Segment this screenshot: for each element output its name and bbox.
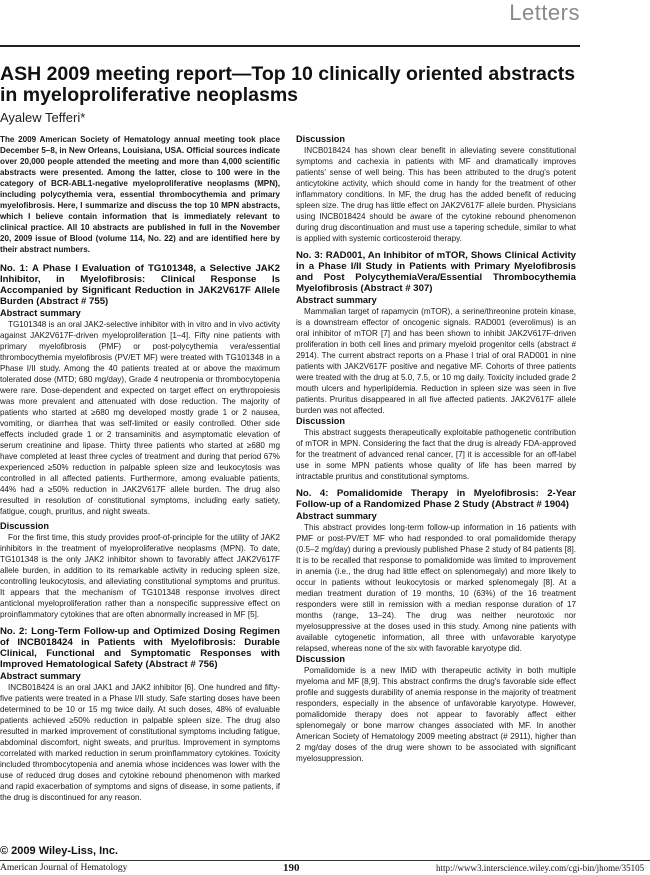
- section-4-discussion: Pomalidomide is a new IMiD with therapeutic activity in both multiple myeloma and MF [8,9]. This abstract confirms the drug's favorable side effect profile and suggests durability of anemia response in the majority of treatment responders, especially in the absence of unfavorable karyotype. However, pomalidomide therapy does not appear to favorably affect either splenomegaly or bone marrow changes associated with MF. In another American Society of Hematology 2009 meeting abstract (# 2911), higher than 2 mg/day doses of the drug were shown to be associated with significant myelosuppression.: [296, 666, 576, 763]
- section-3-summary: Mammalian target of rapamycin (mTOR), a serine/threonine protein kinase, is a downstream effector of oncogenic signals. RAD001 (everolimus) is an oral inhibitor of mTOR [7] and has been shown to inhibit JAK2V617F-driven proliferation in both cell lines and primary myeloid progenitor cells (abstract # 2914). The current abstract reports on a Phase I trial of oral RAD001 in nine patients with JAK2V617F positive and negative MF. Cohorts of three patients were treated with the drug at 5.0, 7.5, or 10 mg daily. Toxicity included grade 2 mouth ulcers and hyperlipidemia. Reduction in spleen size was seen in five patients. Pruritus disappeared in all five affected patients. JAK2V617F allele burden was not affected.: [296, 307, 576, 415]
- intro-paragraph: The 2009 American Society of Hematology annual meeting took place December 5–8, in New Orleans, Louisiana, USA. Official sources indicate over 20,000 people attended the meeting and more than 4,000 scientific abstracts were presented. Among the latter, close to 100 were in the category of BCR-ABL1-negative myeloproliferative neoplasms (MPN), including polycythemia vera, essential thrombocythemia and primary myelofibrosis. Here, I summarize and discuss the top 10 MPN abstracts, which I believe contain information that is immediately relevant to clinical practice. All 10 abstracts are published in full in the November 20, 2009 issue of Blood (volume 114, No. 22) and are identified here by their abstract numbers.: [0, 135, 280, 254]
- journal-url[interactable]: http://www3.interscience.wiley.com/cgi-bin/jhome/35105: [436, 863, 645, 873]
- section-1-discussion: For the first time, this study provides proof-of-principle for the utility of JAK2 inhibitors in the treatment of myeloproliferative neoplasms (MPN). To date, TG101348 is the only JAK2 inhibitor shown to favorably affect JAK2V617F allele burden, in addition to its remarkable activity in reducing spleen size, controlling leukocytosis, and alleviating constitutional symptoms and pruritus. It appears that the mechanism of TG101348 response involves direct anticlonal myeloproliferation rather than a nonspecific suppressive effect on proinflammatory cytokines that are often abnormally increased in MF [5].: [0, 533, 280, 619]
- section-4-summary-heading: Abstract summary: [296, 511, 377, 521]
- right-column: [296, 134, 576, 764]
- section-4-summary: This abstract provides long-term follow-up information in 16 patients with PMF or post-PV/ET MF who had responded to oral pomalidomide therapy (0.5–2 mg/day) during a previously published Phase 2 study of 84 patients [8]. It is to be recalled that response to pomalidomide was limited to improvement in anemia (i.e., the drug had little effect on splenomegaly) and more likely to occur in patients without leukocytosis or marked splenomegaly [8]. At a median treatment duration of 19 months, 10 (63%) of the 16 treatment responders were still in remission with a median response duration of 17 months (range, 13–24). The drug was neither neurotoxic nor myelosuppressive at the doses used in this study. Among nine patients with available cytogenetic information, all three with unfavorable karyotype relapsed, whereas none of the six with favorable karyotype did.: [296, 523, 576, 653]
- section-2-summary-heading: Abstract summary: [0, 671, 81, 681]
- section-2-summary: INCB018424 is an oral JAK1 and JAK2 inhibitor [6]. One hundred and fifty-five patients were treated in a Phase I/II study. Safe starting doses have been determined to be 10 or 15 mg twice daily. At such doses, 48% of evaluable patients achieved ≥50% reduction in palpable spleen size. The drug also resulted in marked improvement of constitutional symptoms including fatigue, abdominal discomfort, night sweats, and pruritus. Improvement in symptoms correlated with marked reduction in serum proinflammatory cytokines. Toxicity included thrombocytopenia and anemia whose incidences was lower with the use of reduced drug doses and cytokine rebound phenomenon with marked and rapid exacerbation of symptoms and signs of disease, in some patients, if the drug is discontinued for any reason.: [0, 683, 280, 802]
- page-number: 190: [283, 862, 300, 874]
- top-rule: [0, 45, 580, 47]
- section-1-summary-heading: Abstract summary: [0, 308, 81, 318]
- section-4-discussion-heading: Discussion: [296, 654, 346, 664]
- section-2-discussion-heading: Discussion: [296, 134, 346, 144]
- section-1-summary: TG101348 is an oral JAK2-selective inhibitor with in vitro and in vivo activity against JAK2V617F-driven myeloproliferation [1–4]. Fifty nine patients with primary myelofibrosis (PMF) or post-polycythemia vera/essential thrombocythemia myelofibrosis (PV/ET MF) were treated with TG101348 in a Phase I/II study. Among the 40 patients treated at or above the maximum tolerated dose (MTD; 680 mg/day), Grade 4 neutropenia or thrombocytopenia were rare. Dose-dependent and expected on target effect on erythropoiesis was more prevalent and attenuated with dose reduction. The majority of patients who started at ≥680 mg developed mostly grade 1 or 2 nausea, vomiting, or diarrhea that was self-limited or easily controlled. Other side effects included grade 1 or 2 transaminitis and asymptomatic elevation of serum creatinine and lipase. Thirty three patients who started at ≥680 mg have completed at least three cycles of treatment and during that period 67% experienced ≥50% reduction in palpable spleen size and leukocytosis was controlled in all affected patients. Furthermore, among evaluable patients, 44% had a ≥50% reduction in JAK2V617F allele burden. The drug also resulted in resolution of constitutional symptoms, including early satiety, fatigue, cough, pruritus, and night sweats.: [0, 320, 280, 516]
- section-label: Letters: [509, 0, 580, 25]
- section-1-discussion-heading: Discussion: [0, 521, 50, 531]
- copyright: © 2009 Wiley-Liss, Inc.: [0, 845, 119, 857]
- section-2-title: No. 2: Long-Term Follow-up and Optimized Dosing Regimen of INCB018424 in Patients with Myelofibrosis: Durable Clinical, Functional and Symptomatic Responses with Improved Hematological Safety (Abstract # 756): [0, 626, 280, 670]
- section-2-discussion: INCB018424 has shown clear benefit in alleviating severe constitutional symptoms and cachexia in patients with MF and dramatically improves patients' sense of well being. This has been attributed to the drug's potent anticytokine activity, which should come in handy for the treatment of other inflammatory conditions. In MF, the drug has the added benefit of reducing spleen size. The drug has little effect on JAK2V617F allele burden. Physicians using INCB018424 should be aware of the cytokine rebound phenomenon during drug discontinuation and must use a tapering schedule, similar to what is applied with systemic corticosteroid therapy.: [296, 146, 576, 243]
- section-3-discussion-heading: Discussion: [296, 416, 346, 426]
- section-3-discussion: This abstract suggests therapeutically exploitable pathogenetic contribution of mTOR in MPN. Considering the fact that the drug is already FDA-approved for the treatment of advanced renal cancer, [7] it is accessible for an off-label use in some MPN patients whose quality of life has been marred by intractable pruritus and constitutional symptoms.: [296, 428, 576, 481]
- article-title: ASH 2009 meeting report—Top 10 clinically oriented abstracts in myeloproliferative neoplasms: [0, 63, 576, 106]
- section-3-title: No. 3: RAD001, An Inhibitor of mTOR, Shows Clinical Activity in a Phase I/II Study in Patients with Primary Myelofibrosis and Post PolycythemiaVera/Essential Thrombocythemia Myelofibrosis (Abstract # 307): [296, 250, 576, 294]
- section-4-title: No. 4: Pomalidomide Therapy in Myelofibrosis: 2-Year Follow-up of a Randomized Phase 2 Study (Abstract # 1904): [296, 488, 576, 510]
- article-author: Ayalew Tefferi*: [0, 110, 86, 125]
- journal-name: American Journal of Hematology: [0, 863, 128, 873]
- section-1-title: No. 1: A Phase I Evaluation of TG101348, a Selective JAK2 Inhibitor, in Myelofibrosis: Clinical Response Is Accompanied by Significant Reduction in JAK2V617F Allele Burden (Abstract # 755): [0, 263, 280, 307]
- left-column: [0, 134, 280, 803]
- section-3-summary-heading: Abstract summary: [296, 295, 377, 305]
- footer-rule: [0, 860, 650, 861]
